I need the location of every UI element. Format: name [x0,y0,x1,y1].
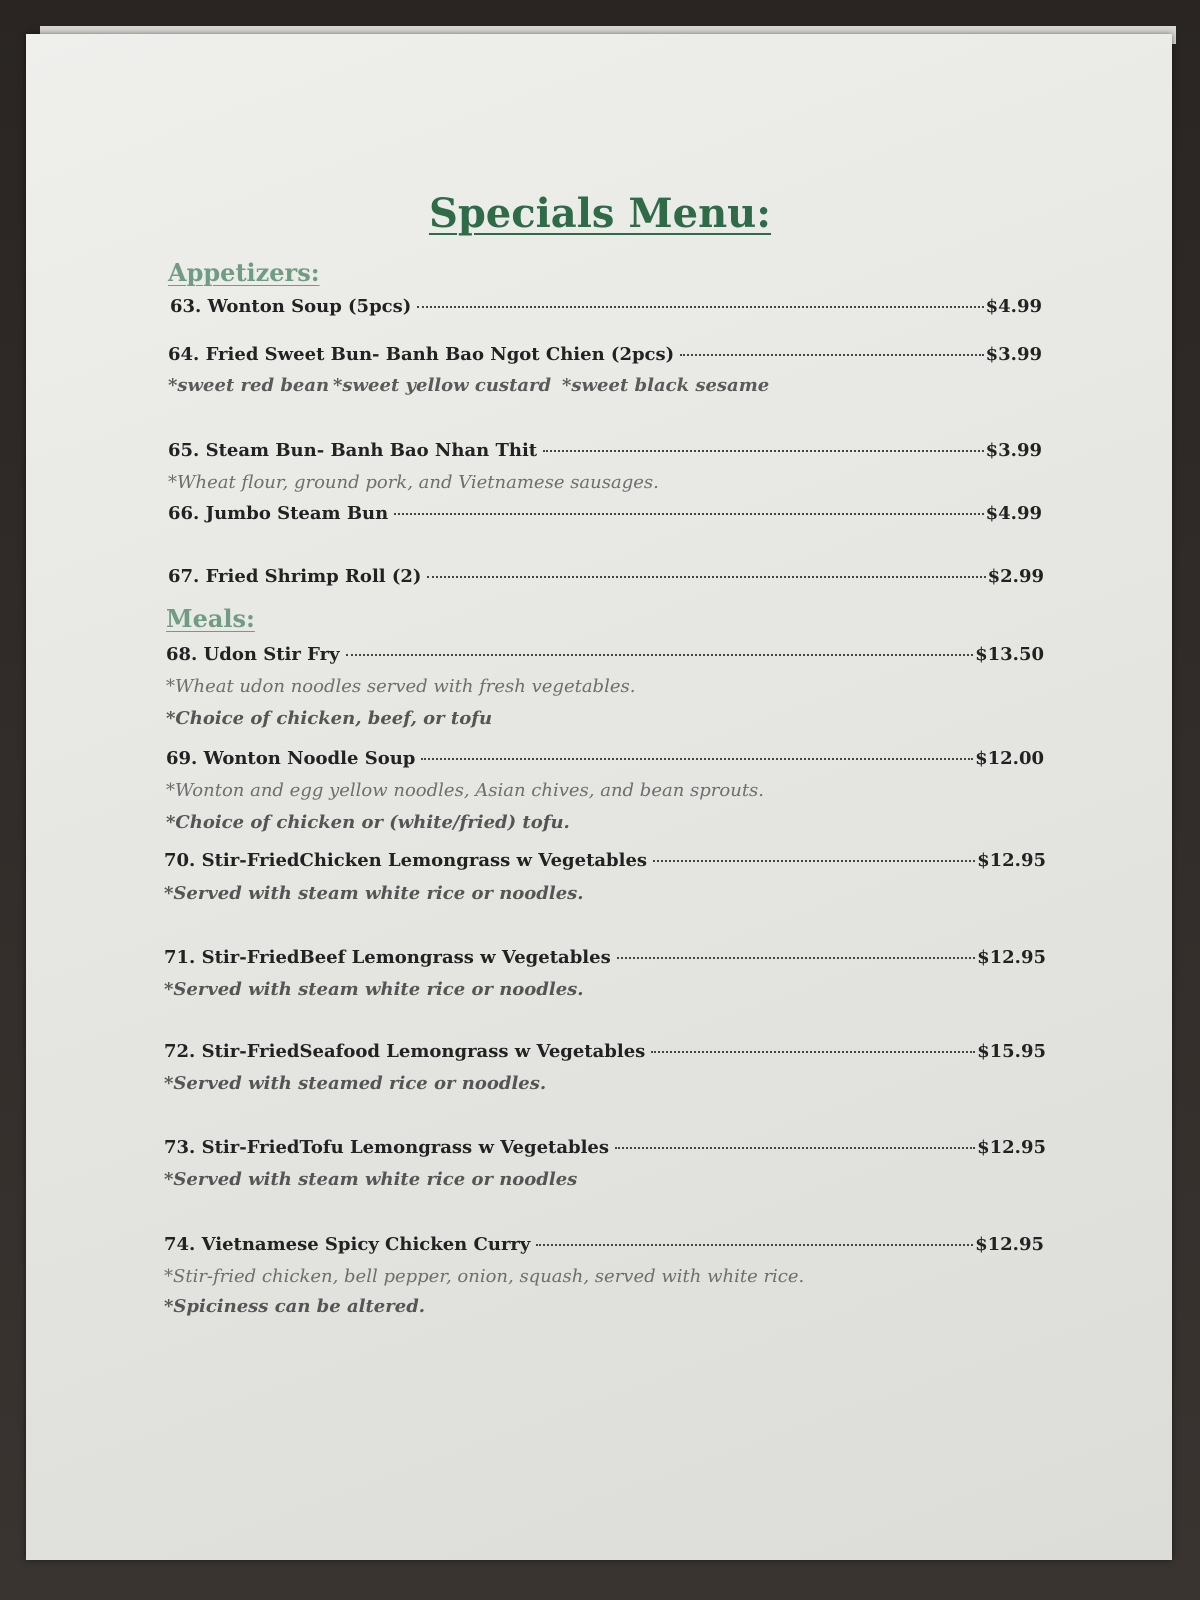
item-description: *Spiciness can be altered. [164,1296,426,1317]
item-name: 74. Vietnamese Spicy Chicken Curry [164,1234,531,1255]
dot-leader [617,957,975,959]
item-name: 64. Fried Sweet Bun- Banh Bao Ngot Chien (2pcs) [168,344,675,365]
item-price: $4.99 [985,296,1042,317]
item-name: 73. Stir-FriedTofu Lemongrass w Vegetables [164,1137,610,1158]
menu-item [166,748,1044,769]
item-description: *Served with steam white rice or noodles. [164,883,584,904]
item-price: $12.95 [977,850,1046,871]
dot-leader [394,513,983,515]
item-name: 66. Jumbo Steam Bun [168,503,389,524]
menu-item [168,503,1042,524]
item-description: *Served with steam white rice or noodles [164,1169,578,1190]
item-description: *Wheat flour, ground pork, and Vietnamese sausages. [168,472,659,493]
item-description: *Choice of chicken or (white/fried) tofu. [166,812,570,833]
dot-leader [653,860,975,862]
item-name: 67. Fried Shrimp Roll (2) [168,566,422,587]
option-text: *sweet yellow custard [333,375,552,396]
item-name: 72. Stir-FriedSeafood Lemongrass w Vegetables [164,1041,646,1062]
dot-leader [417,306,983,308]
option-text: *sweet red bean [168,375,330,396]
menu-item [166,644,1044,665]
item-price: $12.95 [975,1234,1044,1255]
dot-leader [543,450,984,452]
item-price: $2.99 [987,566,1044,587]
item-description: *Wonton and egg yellow noodles, Asian chives, and bean sprouts. [166,780,765,801]
menu-item [168,344,1042,365]
dot-leader [427,576,985,578]
menu-item [168,566,1044,587]
menu-item [164,947,1046,968]
item-description: *Served with steamed rice or noodles. [164,1073,547,1094]
item-price: $4.99 [985,503,1042,524]
item-price: $12.95 [977,947,1046,968]
menu-item [164,1041,1046,1062]
dot-leader [346,654,974,656]
dot-leader [536,1244,973,1246]
item-name: 71. Stir-FriedBeef Lemongrass w Vegetables [164,947,611,968]
dot-leader [680,354,983,356]
item-price: $3.99 [985,344,1042,365]
item-description: *Choice of chicken, beef, or tofu [166,708,493,729]
item-name: 70. Stir-FriedChicken Lemongrass w Vegetables [164,850,648,871]
item-price: $12.95 [977,1137,1046,1158]
section-meals: Meals: [166,604,255,633]
item-description: *Stir-fried chicken, bell pepper, onion, squash, served with white rice. [164,1266,805,1287]
item-name: 65. Steam Bun- Banh Bao Nhan Thit [168,440,538,461]
menu-item [168,440,1042,461]
item-name: 69. Wonton Noodle Soup [166,748,416,769]
item-name: 68. Udon Stir Fry [166,644,340,665]
menu-item [164,1234,1044,1255]
option-text: *sweet black sesame [562,375,770,396]
dot-leader [421,758,973,760]
item-price: $13.50 [975,644,1044,665]
dot-leader [615,1147,975,1149]
item-name: 63. Wonton Soup (5pcs) [170,296,412,317]
item-price: $3.99 [985,440,1042,461]
dot-leader [651,1051,975,1053]
item-description: *Served with steam white rice or noodles. [164,979,584,1000]
item-price: $15.95 [977,1041,1046,1062]
section-appetizers: Appetizers: [168,258,320,287]
item-description: *Wheat udon noodles served with fresh vegetables. [166,676,636,697]
item-price: $12.00 [975,748,1044,769]
menu-item [164,1137,1046,1158]
menu-item [170,296,1042,317]
menu-item [164,850,1046,871]
page-title: Specials Menu: [428,190,772,237]
